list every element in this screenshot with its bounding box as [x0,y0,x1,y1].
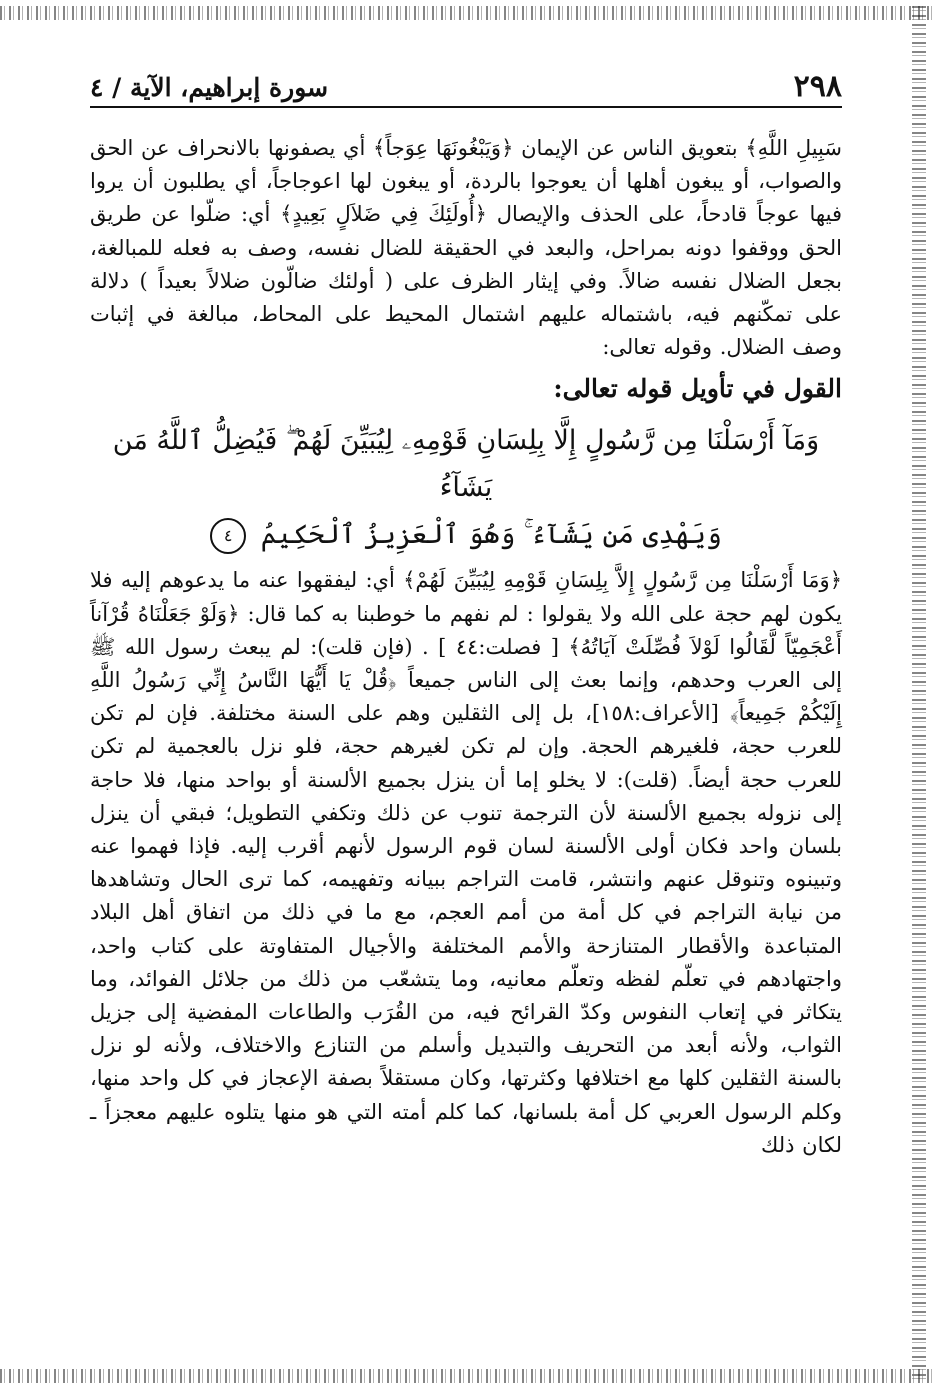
verse-line-2-text: وَيَهْدِى مَن يَشَآءُ ۚ وَهُوَ ٱلْعَزِيزُ ٱلْحَكِيمُ [260,519,722,551]
page-body [90,120,842,1162]
decorative-border-bottom [0,1369,936,1383]
running-title: سورة إبراهيم، الآية / ٤ [90,73,329,102]
ayah-number-marker: ٤ [210,518,246,554]
decorative-border-top [0,6,936,20]
quran-verse-block [90,417,842,558]
body-paragraph: سَبِيلِ اللَّهِ﴾ بتعويق الناس عن الإيمان ﴿وَيَبْغُونَهَا عِوَجاً﴾ أي يصفونها بالانحراف عن الحق والصواب، أو يبغون أهلها أن يعوجوا بالردة، أو يبغون لها اعوجاجاً، أي يطلبون أن يروا فيها عوجاً قادحاً، على الحذف والإيصال ﴿أُولَئِكَ فِي ضَلاَلٍ بَعِيدٍ﴾ أي: ضلّوا عن طريق الحق ووقفوا دونه بمراحل، والبعد في الحقيقة للضال نفسه، وصف به فعله للمبالغة، بجعل الضلال نفسه ضالاً. وفي إيثار الظرف على ( أولئك ضالّون ضلالاً بعيداً ) دلالة على تمكّنهم فيه، باشتماله عليهم اشتمال المحيط على المحاط، مبالغة في إثبات وصف الضلال. وقوله تعالى: [90,136,842,360]
verse-line-1: وَمَآ أَرْسَلْنَا مِن رَّسُولٍ إِلَّا بِلِسَانِ قَوْمِهِۦ لِيُبَيِّنَ لَهُمْ ۖ فَيُضِلُّ ٱللَّهُ مَن يَشَآءُ [112,425,820,504]
page-number: ٢٩٨ [793,69,842,104]
section-heading: القول في تأويل قوله تعالى: [553,374,842,404]
decorative-border-right [912,6,926,1383]
verse-line-2 [90,511,842,558]
commentary-paragraph: ﴿وَمَا أَرْسَلْنَا مِن رَّسُولٍ إِلاَّ بِلِسَانِ قَوْمِهِ لِيُبَيِّنَ لَهُمْ﴾ أي: ليفقهوا عنه ما يدعوهم إليه فلا يكون لهم حجة على الله ولا يقولوا : لم نفهم ما خوطبنا به كما قال: ﴿وَلَوْ جَعَلْنَاهُ قُرْآناً أَعْجَمِيّاً لَّقَالُوا لَوْلاَ فُصِّلَتْ آيَاتُهُ﴾ [ فصلت:٤٤ ] . (فإن قلت): لم يبعث رسول الله ﷺ إلى العرب وحدهم، وإنما بعث إلى الناس جميعاً ﴿قُلْ يَا أَيُّهَا النَّاسُ إِنِّي رَسُولُ اللَّهِ إِلَيْكُمْ جَمِيعاً﴾ [الأعراف:١٥٨]، بل إلى الثقلين وهم على السنة مختلفة. فإن لم تكن للعرب حجة، فلغيرهم الحجة. وإن لم تكن لغيرهم حجة، فلو نزل بالعجمية لم تكن للعرب حجة أيضاً. (قلت): لا يخلو إما أن ينزل بجميع الألسنة أو بواحد منها، فلا حاجة إلى نزوله بجميع الألسنة لأن الترجمة تنوب عن ذلك وتكفي التطويل؛ فبقي أن ينزل بلسان واحد فكان أولى الألسنة لسان قوم الرسول لأنهم أقرب إليه. فإذا فهموا عنه وتبينوه وتنوقل عنهم وانتشر، قامت التراجم ببيانه وتفهيمه، كما ترى الحال وتشاهدها من نيابة التراجم في كل أمة من أمم العجم، مع ما في ذلك من اتفاق أهل البلاد المتباعدة والأقطار المتنازحة والأمم المختلفة والأجيال المتفاوتة على كتاب واحد، واجتهادهم في تعلّم لفظه وتعلّم معانيه، وما يتشعّب من ذلك من جلائل الفوائد، وما يتكاثر في إتعاب النفوس وكدّ القرائح فيه، من القُرَب والطاعات المفضية إلى جزيل الثواب، ولأنه أبعد من التحريف والتبديل وأسلم من التنازع والاختلاف، ولأنه لو نزل بالسنة الثقلين كلها مع اختلافها وكثرتها، وكان مستقلاً بصفة الإعجاز في كل واحد منها، وكلم الرسول العربي كل أمة بلسانها، كما كلم أمته التي هو منها يتلوه عليهم معجزاً ـ لكان ذلك [90,568,842,1157]
page-header [90,66,842,108]
